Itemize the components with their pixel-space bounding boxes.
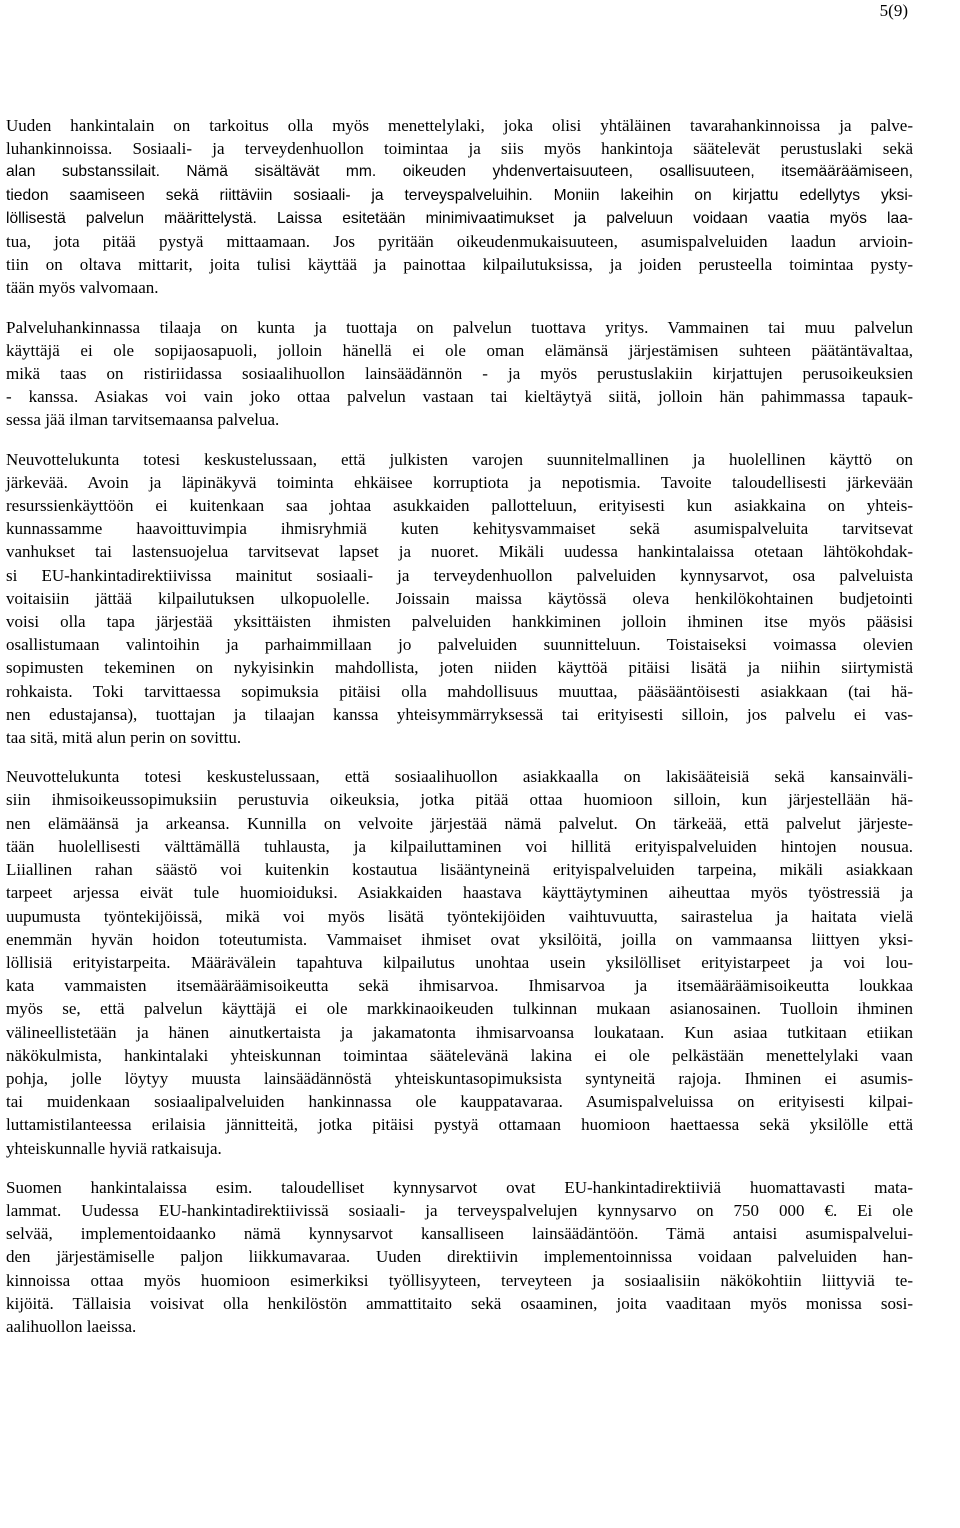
text-line: löllisestä palvelun määrittelystä. Laissa esitetään minimivaatimukset ja palveluun voidaan vaatia myös laa- <box>6 209 913 227</box>
text-line: voitaisiin jättää kilpailutuksen ulkopuolelle. Joissain maissa käytössä oleva henkilökohtainen budjetointi <box>6 588 913 608</box>
text-line: uupumusta työntekijöissä, mikä voi myös lisätä työntekijöiden vaihtuvuutta, sairastelua ja haitata vielä <box>6 906 913 926</box>
text-line: kijöitä. Tällaisia voisivat olla henkilöstön ammattitaito sekä osaaminen, joita vaaditaan myös monissa sosi- <box>6 1293 913 1313</box>
paragraph <box>6 765 913 1159</box>
text-line: siin ihmisoikeussopimuksiin perustuvia oikeuksia, jotka pitää ottaa huomioon silloin, kun järjestellään hä- <box>6 790 913 810</box>
paragraph <box>6 316 913 432</box>
text-line: yhteiskunnalle hyviä ratkaisuja. <box>6 1138 222 1158</box>
body-text <box>6 114 913 1354</box>
text-line: - kanssa. Asiakas voi vain joko ottaa palvelun vastaan tai kieltäytyä siitä, jolloin hän pahimmassa tapauk- <box>6 387 913 407</box>
text-line: lammat. Uudessa EU-hankintadirektiivissä sosiaali- ja terveyspalvelujen kynnysarvo on 750 000 €. Ei ole <box>6 1200 913 1220</box>
text-line: Neuvottelukunta totesi keskustelussaan, että julkisten varojen suunnitelmallinen ja huolellinen käyttö on <box>6 449 913 469</box>
text-line: pohja, jolle löytyy muusta lainsäädännöstä yhteiskuntasopimuksista syntyneitä rajoja. Ihminen ei asumis- <box>6 1068 913 1088</box>
text-line: myös se, että palvelun käyttäjä ei ole markkinaoikeuden tulkinnan mukaan asianosainen. Tuolloin ihminen <box>6 999 913 1019</box>
text-line: kata vammaisten itsemääräämisoikeutta sekä ihmisarvoa. Ihmisarvoa ja itsemääräämisoikeutta loukkaa <box>6 976 913 996</box>
text-line: taa sitä, mitä alun perin on sovittu. <box>6 728 242 748</box>
text-line: tarpeet arjessa eivät tule huomioiduksi. Asiakkaiden haastava käyttäytyminen aiheuttaa myös työstressiä ja <box>6 883 913 903</box>
text-line: Suomen hankintalaissa esim. taloudelliset kynnysarvot ovat EU-hankintadirektiiviä huomattavasti mata- <box>6 1177 913 1197</box>
text-line: tua, jota pitää pystyä mittaamaan. Jos pyritään oikeudenmukaisuuteen, asumispalveluiden laadun arvioin- <box>6 232 913 252</box>
text-line: resurssienkäyttöön ei kuitenkaan saa johtaa asukkaiden pallotteluun, erityisesti kun asiakkaina on yhteis- <box>6 496 913 516</box>
text-line: kunnassamme haavoittuvimpia ihmisryhmiä kuten kehitysvammaiset sekä asumispalveluita tarvitsevat <box>6 519 913 539</box>
page-number: 5(9) <box>879 1 908 20</box>
text-line: aalihuollon laeissa. <box>6 1316 137 1336</box>
text-line: tiedon saamiseen sekä riittäviin sosiaali- ja terveyspalveluihin. Moniin lakeihin on kirjattu edellytys yksi- <box>6 186 913 204</box>
text-line: vanhukset tai lastensuojelua tarvitsevat lapset ja nuoret. Mikäli uudessa hankintalaissa otetaan lähtökohdak- <box>6 542 913 562</box>
text-line: Palveluhankinnassa tilaaja on kunta ja tuottaja on palvelun tuottava yritys. Vammainen tai muu palvelun <box>6 317 913 337</box>
text-line: tään huolellisesti välttämällä tuhlausta, ja kilpailuttaminen voi hillitä erityispalveluiden hintojen nousua. <box>6 836 913 856</box>
text-line: tiin on oltava mittarit, joita tulisi käyttää ja painottaa kilpailutuksissa, ja joiden perusteella toimintaa pysty- <box>6 255 913 275</box>
text-line: nen edustajansa), tuottajan ja tilaajan kanssa yhteisymmärryksessä tai erityisesti silloin, jos palvelu ei vas- <box>6 704 913 724</box>
text-line: voisi olla tapa järjestää yksittäisten ihmisten palveluiden hankkiminen jolloin ihminen itse myös pääsisi <box>6 612 913 632</box>
text-line: löllisiä erityistarpeita. Määrävälein tapahtuva kilpailutus unohtaa usein yksilölliset erityistarpeet ja voi lou- <box>6 952 913 972</box>
text-line: tai muidenkaan sosiaalipalveluiden hankinnassa ole kauppatavaraa. Asumispalveluissa on erityisesti kilpai- <box>6 1092 913 1112</box>
text-line: den järjestämiselle paljon liikkumavaraa. Uuden direktiivin implementoinnissa voidaan palveluiden han- <box>6 1247 913 1267</box>
text-line: välineellistetään ja hänen ainutkertaista ja jakamatonta ihmisarvoansa loukataan. Kun asiaa tutkitaan etiikan <box>6 1022 913 1042</box>
paragraph <box>6 448 913 750</box>
text-line: käyttäjä ei ole sopijaosapuoli, jolloin hänellä ei ole oman elämänsä järjestämisen suhteen päätäntävaltaa, <box>6 340 913 360</box>
text-line: näkökulmista, hankintalaki yhteiskunnan toimintaa säätelevänä lakina ei ole pelkästään menettelylaki vaan <box>6 1045 913 1065</box>
paragraph <box>6 114 913 300</box>
text-line: Liiallinen rahan säästö voi kuitenkin kostautua lisääntyneinä erityispalveluiden tarpeina, mikäli asiakkaan <box>6 860 913 880</box>
paragraph <box>6 1176 913 1338</box>
text-line: Neuvottelukunta totesi keskustelussaan, että sosiaalihuollon asiakkaalla on lakisääteisiä sekä kansainväli- <box>6 767 913 787</box>
text-line: sessa jää ilman tarvitsemaansa palvelua. <box>6 410 280 430</box>
text-line: luhankinnoissa. Sosiaali- ja terveydenhuollon toimintaa ja siis myös hankintoja säätelevät perustuslaki sekä <box>6 139 913 159</box>
text-line: kinnoissa ottaa myös huomioon esimerkiksi työllisyyteen, terveyteen ja sosiaalisiin näkökohtiin liittyviä te- <box>6 1270 913 1290</box>
text-line: nen elämäänsä ja arkeansa. Kunnilla on velvoite järjestää nämä palvelut. On tärkeää, että palvelut järjeste- <box>6 813 913 833</box>
text-line: alan substanssilait. Nämä sisältävät mm. oikeuden yhdenvertaisuuteen, osallisuuteen, itsemääräämiseen, <box>6 163 913 181</box>
text-line: enemmän hyvän hoidon toteutumista. Vammaiset ihmiset ovat yksilöitä, joilla on vammaansa liittyen yksi- <box>6 929 913 949</box>
text-line: selvää, implementoidaanko nämä kynnysarvot kansalliseen lainsäädäntöön. Tämä antaisi asumispalvelui- <box>6 1224 913 1244</box>
text-line: järkevää. Avoin ja läpinäkyvä toiminta ehkäisee korruptiota ja nepotismia. Tavoite taloudellisesti järkevään <box>6 472 913 492</box>
text-line: Uuden hankintalain on tarkoitus olla myös menettelylaki, joka olisi yhtäläinen tavarahankinnoissa ja palve- <box>6 116 913 135</box>
text-line: mikä taas on ristiriidassa sosiaalihuollon lainsäädännön - ja myös perustuslakiin kirjattujen perusoikeuksien <box>6 364 913 384</box>
text-line: si EU-hankintadirektiivissa mainitut sosiaali- ja terveydenhuollon palveluiden kynnysarvot, osa palveluista <box>6 565 913 585</box>
text-line: osallistumaan valintoihin ja parhaimmillaan jo palveluiden suunnitteluun. Toistaiseksi voimassa olevien <box>6 635 913 655</box>
text-line: luttamistilanteessa erilaisia jännitteitä, jotka pitäisi pystyä ottamaan huomioon haettaessa sekä yksilölle että <box>6 1115 913 1135</box>
text-line: sopimusten tekeminen on nykyisinkin mahdollista, joten niiden käyttöä pitäisi lisätä ja niihin siirtymistä <box>6 658 913 678</box>
text-line: tään myös valvomaan. <box>6 278 159 298</box>
text-line: rohkaista. Toki tarvittaessa sopimuksia pitäisi olla mahdollisuus muuttaa, pääsääntöisesti asiakkaan (tai hä- <box>6 681 913 701</box>
